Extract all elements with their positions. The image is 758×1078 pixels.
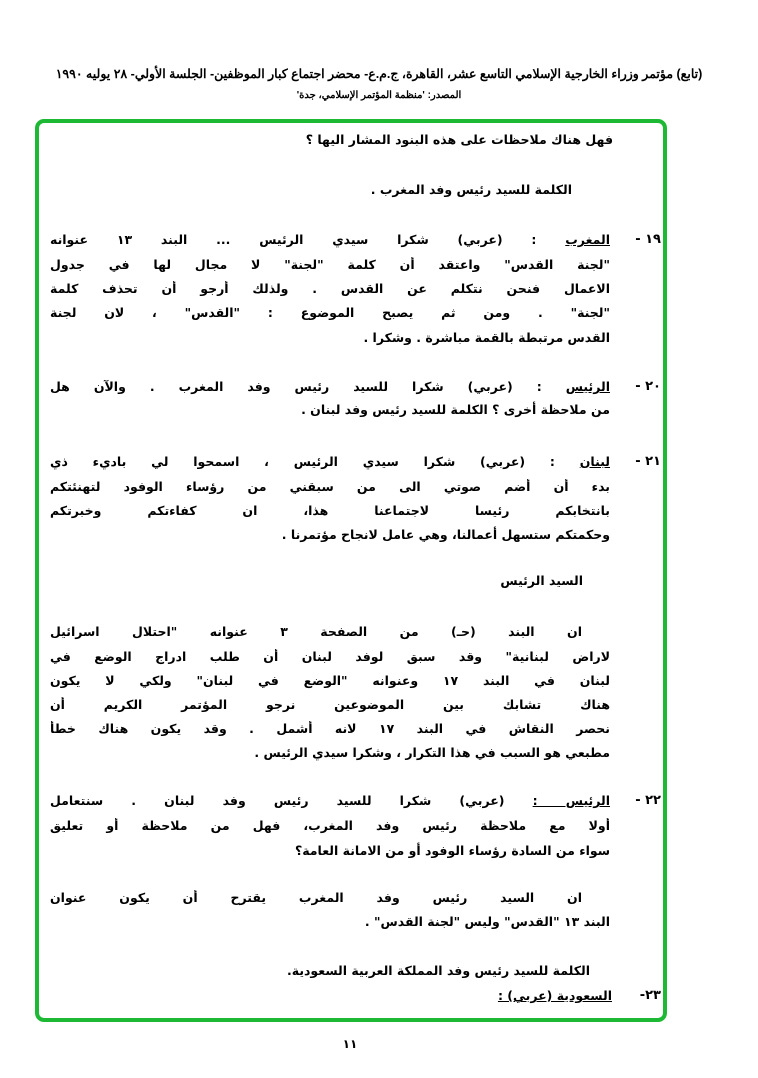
document-header-title: (تابع) مؤتمر وزراء الخارجية الإسلامي التاسع عشر، القاهرة، ج.م.ع- محضر اجتماع كبار الموظفين- الجلسة الأولي- ٢٨ يوليه ١٩٩٠ bbox=[55, 67, 703, 81]
item-line: وحكمتكم ستسهل أعمالنا، وهي عامل لانجاح مؤتمرنا . bbox=[281, 527, 610, 542]
item-line: بانتخابكم رئيسا لاجتماعنا هذا، ان كفاءتكم وخبرتكم bbox=[50, 503, 610, 518]
chair-line: هناك تشابك بين الموضوعين نرجو المؤتمر الكريم أن bbox=[50, 697, 610, 712]
item-line: من ملاحظة أخرى ؟ الكلمة للسيد رئيس وفد لبنان . bbox=[301, 402, 610, 417]
content-frame bbox=[35, 119, 667, 1022]
item-line: الرئيس : (عربي) شكرا للسيد رئيس وفد المغرب . والآن هل bbox=[50, 379, 610, 394]
item-line: لبنان : (عربي) شكرا سيدي الرئيس ، اسمحوا لي باديء ذي bbox=[50, 454, 610, 469]
item-number: ١٩ - bbox=[635, 232, 661, 247]
item-number: ٢٠ - bbox=[635, 379, 661, 394]
chair-line: ان البند (حـ) من الصفحة ٣ عنوانه "احتلال اسرائيل bbox=[50, 624, 582, 639]
item-line: "لجنة" . ومن ثم يصبح الموضوع : "القدس" ، لان لجنة bbox=[50, 305, 610, 320]
document-source: المصدر: 'منظمة المؤتمر الإسلامي، جدة' bbox=[296, 90, 462, 101]
item-number: ٢٢ - bbox=[635, 793, 661, 808]
chair-line: نحصر النقاش في البند ١٧ لانه أشمل . وقد يكون هناك خطأ bbox=[50, 721, 610, 736]
speaker-name: السعودية (عربي) : bbox=[497, 988, 612, 1003]
proposal-line: ان السيد رئيس وفد المغرب يقترح أن يكون عنوان bbox=[50, 890, 582, 905]
item-number: ٢١ - bbox=[635, 454, 661, 469]
speaker-name: الرئيس : bbox=[532, 793, 610, 808]
proposal-line: البند ١٣ "القدس" وليس "لجنة القدس" . bbox=[364, 914, 610, 929]
item-line: بدء أن أضم صوتي الى من سبقني من رؤساء الوفود لتهنئتكم bbox=[50, 479, 610, 494]
item-line: الاعمال فنحن نتكلم عن القدس . ولذلك أرجو أن تحذف كلمة bbox=[50, 281, 610, 296]
item-line bbox=[498, 988, 612, 1004]
item-line: "لجنة القدس" واعتقد أن كلمة "لجنة" لا مجال لها في جدول bbox=[50, 257, 610, 272]
floor-morocco: الكلمة للسيد رئيس وفد المغرب . bbox=[370, 182, 572, 197]
item-number: ٢٣- bbox=[639, 988, 661, 1003]
floor-saudi: الكلمة للسيد رئيس وفد المملكة العربية السعودية. bbox=[286, 963, 590, 978]
item-line: سواء من السادة رؤساء الوفود أو من الامانة العامة؟ bbox=[294, 843, 610, 858]
speaker-name: المغرب bbox=[565, 232, 610, 247]
item-line: الرئيس : (عربي) شكرا للسيد رئيس وفد لبنان . سنتعامل bbox=[50, 793, 610, 808]
speaker-name: الرئيس bbox=[565, 379, 610, 394]
chair-heading: السيد الرئيس bbox=[500, 573, 583, 588]
page-number: ١١ bbox=[342, 1037, 358, 1051]
chair-line: مطبعي هو السبب في هذا التكرار ، وشكرا سيدي الرئيس . bbox=[254, 745, 610, 760]
intro-question: فهل هناك ملاحظات على هذه البنود المشار اليها ؟ bbox=[305, 132, 613, 147]
chair-line: لاراض لبنانية" وقد سبق لوفد لبنان أن طلب ادراج الوضع في bbox=[50, 649, 610, 664]
chair-line: لبنان في البند ١٧ وعنوانه "الوضع في لبنان" ولكي لا يكون bbox=[50, 673, 610, 688]
item-line: القدس مرتبطة بالقمة مباشرة . وشكرا . bbox=[363, 330, 610, 345]
item-line: أولا مع ملاحظة رئيس وفد المغرب، فهل من ملاحظة أو تعليق bbox=[50, 818, 610, 833]
item-line: المغرب : (عربي) شكرا سيدي الرئيس ... البند ١٣ عنوانه bbox=[50, 232, 610, 247]
speaker-name: لبنان bbox=[579, 454, 610, 469]
